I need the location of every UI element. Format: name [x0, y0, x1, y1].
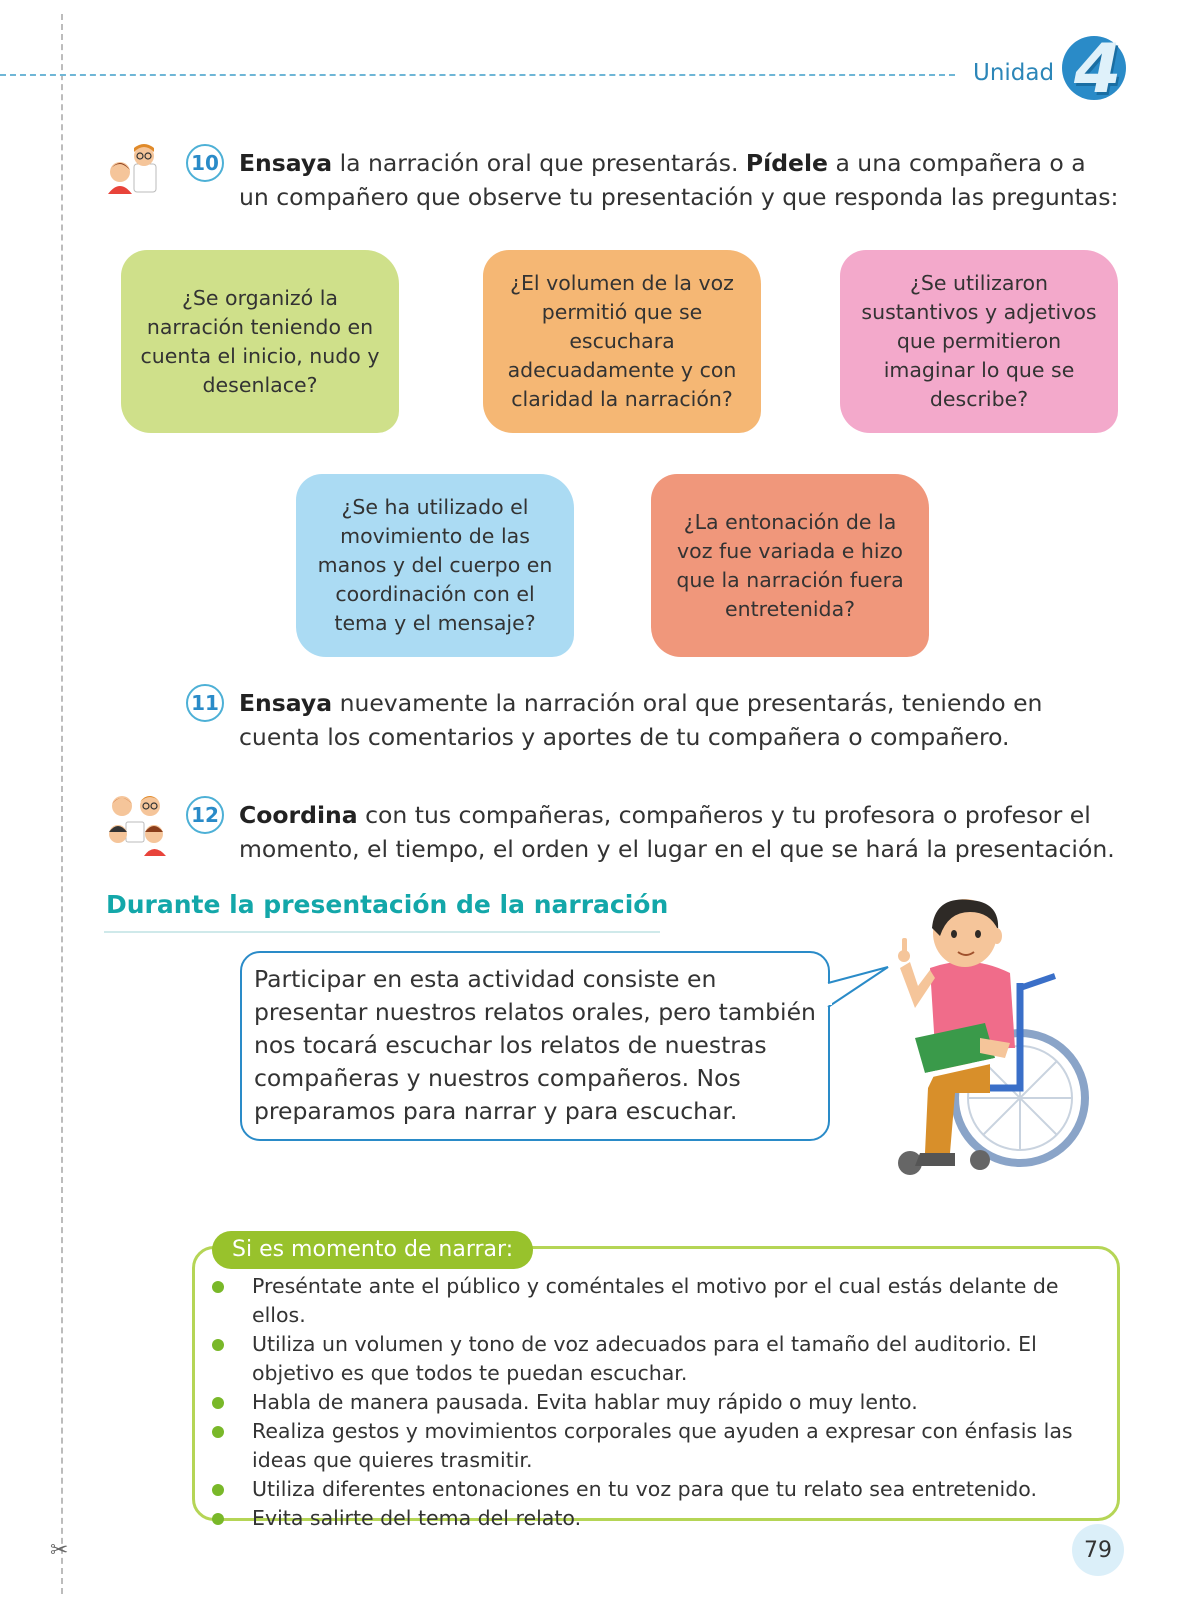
question-text: ¿La entonación de la voz fue variada e hizo que la narración fuera entretenida?	[676, 509, 904, 621]
step-verb: Coordina	[239, 801, 358, 829]
question-bubble	[296, 474, 574, 657]
step-number: 11	[186, 684, 224, 722]
step-text-part: a una compañera o a un compañero que observe tu presentación y que responda las preguntas:	[239, 149, 1119, 211]
boy-wheelchair-illustration	[870, 898, 1090, 1198]
question-text: ¿Se utilizaron sustantivos y adjetivos que permitieron imaginar lo que se describe?	[861, 271, 1097, 411]
cut-line-horizontal	[0, 74, 955, 76]
tip-text: Preséntate ante el público y coméntales el motivo por el cual estás delante de ellos.	[252, 1274, 1059, 1327]
question-text: ¿Se ha utilizado el movimiento de las manos y del cuerpo en coordinación con el tema y el mensaje?	[317, 495, 553, 635]
speech-text: Participar en esta actividad consiste en presentar nuestros relatos orales, pero también nos tocará escuchar los relatos de nuestras compañeras y nuestros compañeros. Nos preparamos para narrar y para escuchar.	[254, 965, 816, 1125]
question-bubble	[483, 250, 761, 433]
scissors-icon: ✂	[50, 1538, 69, 1563]
step-text-part: la narración oral que presentarás.	[332, 149, 746, 177]
question-bubble	[121, 250, 399, 433]
group-work-icon	[104, 790, 170, 856]
unit-number-badge	[1062, 30, 1126, 109]
step-verb: Ensaya	[239, 689, 333, 717]
tip-item	[212, 1388, 1112, 1417]
step-text-part: nuevamente la narración oral que presentarás, teniendo en cuenta los comentarios y aportes de tu compañera o compañero.	[239, 689, 1043, 751]
step-text	[239, 146, 1119, 214]
step-verb: Pídele	[745, 149, 828, 177]
bullet-icon	[212, 1281, 224, 1293]
bullet-icon	[212, 1513, 224, 1525]
pair-work-icon	[104, 142, 164, 202]
tip-text: Habla de manera pausada. Evita hablar muy rápido o muy lento.	[252, 1390, 918, 1414]
step-12	[186, 798, 1119, 866]
question-bubble	[651, 474, 929, 657]
question-text: ¿El volumen de la voz permitió que se escuchara adecuadamente y con claridad la narración?	[507, 271, 737, 411]
section-title: Durante la presentación de la narración	[106, 890, 669, 919]
tip-item	[212, 1475, 1112, 1504]
tip-item	[212, 1417, 1112, 1475]
step-text	[239, 686, 1119, 754]
tip-text: Utiliza un volumen y tono de voz adecuados para el tamaño del auditorio. El objetivo es que todos te puedan escuchar.	[252, 1332, 1037, 1385]
question-text: ¿Se organizó la narración teniendo en cuenta el inicio, nudo y desenlace?	[140, 285, 380, 397]
step-10	[186, 146, 1119, 214]
step-text	[239, 798, 1119, 866]
bullet-icon	[212, 1339, 224, 1351]
tip-item	[212, 1330, 1112, 1388]
tip-item	[212, 1504, 1112, 1533]
question-bubble	[840, 250, 1118, 433]
unit-number: 4	[1074, 30, 1122, 109]
cut-line-vertical	[61, 14, 63, 1594]
bullet-icon	[212, 1484, 224, 1496]
tip-text: Realiza gestos y movimientos corporales que ayuden a expresar con énfasis las ideas que quieres trasmitir.	[252, 1419, 1073, 1472]
bullet-icon	[212, 1397, 224, 1409]
speech-bubble	[240, 951, 830, 1141]
step-11	[186, 686, 1119, 754]
tips-list	[212, 1272, 1112, 1533]
tip-text: Utiliza diferentes entonaciones en tu voz para que tu relato sea entretenido.	[252, 1477, 1037, 1501]
step-text-part: con tus compañeras, compañeros y tu profesora o profesor el momento, el tiempo, el orden y el lugar en el que se hará la presentación.	[239, 801, 1115, 863]
tips-title: Si es momento de narrar:	[212, 1231, 533, 1269]
step-number: 12	[186, 796, 224, 834]
step-number: 10	[186, 144, 224, 182]
tip-text: Evita salirte del tema del relato.	[252, 1506, 582, 1530]
unit-label: Unidad	[973, 60, 1055, 86]
tip-item	[212, 1272, 1112, 1330]
step-verb: Ensaya	[239, 149, 333, 177]
page-number: 79	[1072, 1524, 1124, 1576]
section-underline	[104, 931, 660, 933]
bullet-icon	[212, 1426, 224, 1438]
